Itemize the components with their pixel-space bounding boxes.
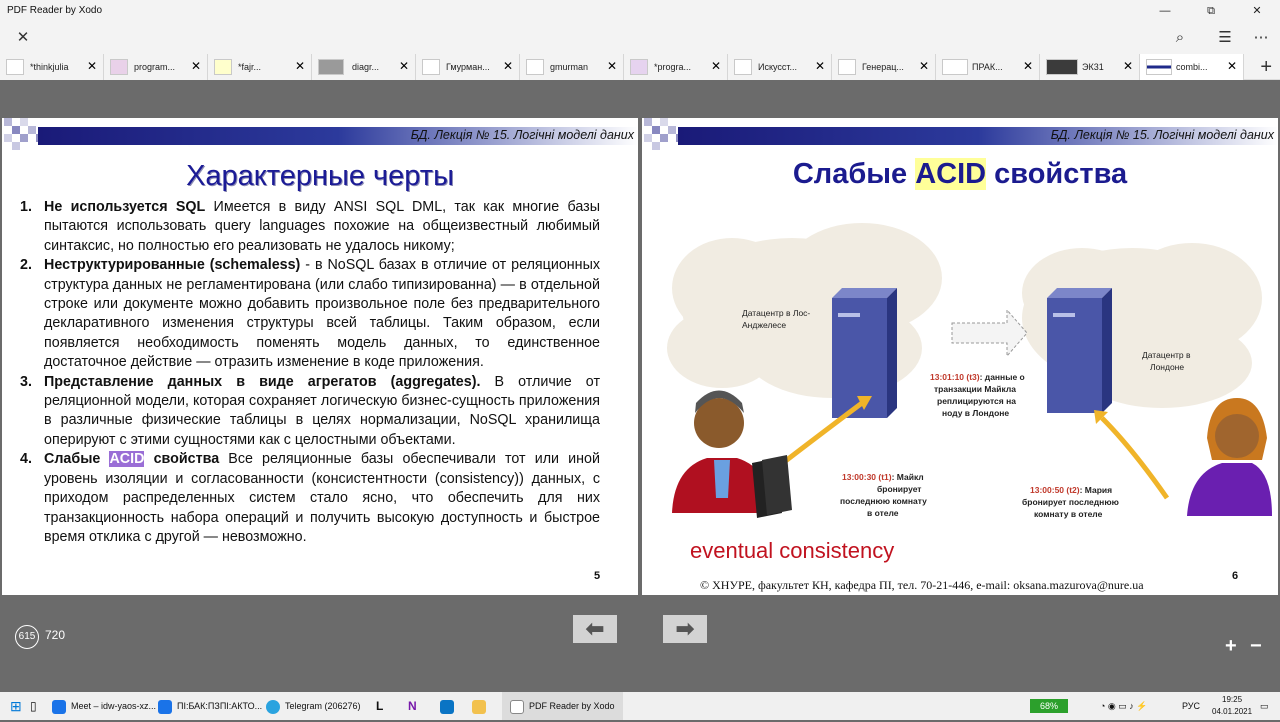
document-tabs — [0, 54, 1280, 80]
task-view-icon[interactable]: ▯ — [30, 699, 37, 713]
previous-page-button[interactable]: ⬅ — [573, 615, 617, 643]
dc-la-label-1: Датацентр в Лос- — [742, 308, 811, 318]
dc-london-label-1: Датацентр в — [1142, 350, 1191, 360]
folder-icon — [472, 700, 486, 714]
tab-thumbnail — [734, 59, 752, 75]
replication-text-3: реплицируются на — [937, 396, 1016, 406]
maria-text-1: 13:00:50 (t2): Мария — [1030, 485, 1113, 495]
replication-text-4: ноду в Лондоне — [942, 408, 1010, 418]
acid-highlight: ACID — [109, 451, 145, 468]
document-viewer[interactable] — [0, 80, 1280, 692]
tab-label: combi... — [1176, 62, 1208, 72]
vscode-icon — [440, 700, 454, 714]
list-item — [20, 373, 600, 451]
tab-generac[interactable] — [832, 54, 936, 80]
tab-prak[interactable] — [936, 54, 1040, 80]
close-document-icon[interactable]: ✕ — [16, 29, 30, 46]
maria-text-2: бронирует последнюю — [1022, 497, 1119, 507]
taskbar-app-pi[interactable]: ПІ:БАК:ПЗПІ:АКТО... — [158, 692, 262, 720]
list-item — [20, 198, 600, 256]
features-list — [20, 198, 600, 547]
eventual-consistency-label: eventual consistency — [690, 538, 895, 563]
tab-label: diagr... — [352, 62, 380, 72]
tab-label: *progra... — [654, 62, 692, 72]
list-item — [20, 450, 600, 547]
tab-gmurman[interactable] — [520, 54, 624, 80]
tab-close-icon[interactable]: ✕ — [502, 59, 513, 73]
server-london-icon — [1047, 288, 1112, 413]
notifications-icon[interactable]: ▭ — [1260, 701, 1269, 711]
minimize-button[interactable]: — — [1159, 5, 1171, 17]
battery-indicator[interactable]: 68% — [1030, 699, 1068, 713]
pdf-page-5 — [2, 118, 638, 595]
replication-text-2: транзакции Майкла — [934, 384, 1016, 394]
start-button[interactable]: ⊞ — [10, 698, 22, 714]
tab-close-icon[interactable]: ✕ — [710, 59, 721, 73]
tab-iskusst[interactable] — [728, 54, 832, 80]
tab-label: *fajr... — [238, 62, 262, 72]
replication-text-1: 13:01:10 (t3): данные о — [930, 372, 1025, 382]
edge-icon — [158, 700, 172, 714]
dc-london-label-2: Лондоне — [1150, 362, 1185, 372]
page-number: 5 — [594, 570, 601, 582]
taskbar-app-vscode[interactable] — [440, 692, 459, 720]
item-number: 3. — [20, 373, 32, 390]
tab-diagr[interactable] — [312, 54, 416, 80]
item-text: - в NoSQL базах в отличие от реляционных структура данных не регламентирована (или слабо типизированна) — в отдельной строке или документе можно добавить произвольное поле без предварительного декларативного изменения структуры всей таблицы. Таким образом, если появляется необходимость поменять модель данных, то единственное достаточное действие — отразить изменение в коде приложения. — [44, 257, 601, 371]
item-heading: Слабые ACID свойства — [44, 451, 220, 468]
tab-close-icon[interactable]: ✕ — [606, 59, 617, 73]
tab-program[interactable] — [104, 54, 208, 80]
tab-close-icon[interactable]: ✕ — [918, 59, 929, 73]
search-icon[interactable]: ⌕ — [1175, 29, 1185, 46]
tab-thumbnail — [1146, 59, 1172, 75]
page-number: 6 — [1232, 570, 1239, 582]
tab-label: Искусст... — [758, 62, 798, 72]
taskbar-app-meet[interactable]: Meet – idw-yaos-xz... — [52, 692, 156, 720]
tab-close-icon[interactable]: ✕ — [190, 59, 201, 73]
current-page[interactable]: 615 — [15, 625, 39, 649]
pdf-page-6 — [642, 118, 1278, 595]
tab-thinkjulia[interactable] — [0, 54, 104, 80]
mike-text-1: 13:00:30 (t1): Майкл — [842, 472, 924, 482]
close-window-button[interactable]: ✕ — [1252, 5, 1262, 17]
tab-label: gmurman — [550, 62, 589, 72]
maria-text-3: комнату в отеле — [1034, 509, 1103, 519]
mike-text-4: в отеле — [867, 508, 899, 518]
slide-header-text: БД. Лекція № 15. Логічні моделі даних — [410, 128, 634, 142]
zoom-out-button[interactable]: − — [1250, 635, 1262, 657]
briefcase-icon — [752, 455, 792, 518]
tab-close-icon[interactable]: ✕ — [1122, 59, 1133, 73]
toolbar — [0, 22, 1280, 54]
maximize-button[interactable]: ⧉ — [1207, 5, 1215, 17]
tray-icons[interactable]: ◔ ◉ ▭ ♪ ⚡ — [1100, 701, 1148, 711]
taskbar-app-telegram[interactable]: Telegram (206276) — [266, 692, 361, 720]
item-number: 1. — [20, 199, 32, 215]
tab-close-icon[interactable]: ✕ — [1022, 59, 1033, 73]
window-title: PDF Reader by Xodo — [7, 5, 103, 16]
tab-thumbnail — [6, 59, 24, 75]
item-text: В отличие от реляционной модели, которая сохраняет логическую бизнес-сущность приложения в различные физические таблицы в целях нормализации, NoSQL хранилища оперируют с этими сущностями как с целостными объектами. — [44, 373, 600, 448]
tab-thumbnail — [526, 59, 544, 75]
slide-header-text: БД. Лекція № 15. Логічні моделі даних — [1050, 128, 1274, 142]
mike-text-2: бронирует — [877, 484, 922, 494]
replication-diagram — [662, 198, 1272, 528]
tab-close-icon[interactable]: ✕ — [86, 59, 97, 73]
edge-icon — [52, 700, 66, 714]
telegram-icon — [266, 700, 280, 714]
tab-label: program... — [134, 62, 176, 72]
tab-fajr[interactable] — [208, 54, 312, 80]
acid-highlight: ACID — [915, 158, 987, 190]
tab-thumbnail — [630, 59, 648, 75]
page-title: Слабые ACID свойства — [792, 158, 1128, 190]
tab-thumbnail — [422, 59, 440, 75]
tab-thumbnail — [942, 59, 968, 75]
tab-close-icon[interactable]: ✕ — [1226, 59, 1237, 73]
tab-progra[interactable] — [624, 54, 728, 80]
input-language[interactable]: РУС — [1182, 701, 1201, 711]
item-heading: Не используется SQL — [44, 199, 206, 215]
tab-thumbnail — [1046, 59, 1078, 75]
replication-arrow-icon — [952, 310, 1027, 356]
item-heading: Неструктурированные (schemaless) — [44, 257, 301, 274]
item-number: 2. — [20, 257, 32, 274]
item-text: Имеется в виду ANSI SQL DML, так как многие базы пытаются использовать query languages похожие на общеизвестный любимый синтаксис, но полностью его реализовать не удалось никому; — [44, 199, 600, 254]
thumbnails-list-icon[interactable]: ☰ — [1218, 29, 1232, 46]
tab-gmurman-ru[interactable] — [416, 54, 520, 80]
tab-label: Генерац... — [862, 62, 904, 72]
dc-la-label-2: Анджелесе — [742, 320, 787, 330]
tab-close-icon[interactable]: ✕ — [814, 59, 825, 73]
item-text: Все реляционные базы обеспечивали тот или иной уровень изоляции и согласованности (консистентности (consistency)) данных, с приходом распределенных систем стало ясно, что обеспечить для них транзакционность набора операций и получить высокую доступность и быстрое время отклика с другой — невозможно. — [44, 451, 600, 545]
tab-thumbnail — [110, 59, 128, 75]
list-item — [20, 256, 600, 372]
mike-text-3: последнюю комнату — [840, 496, 927, 506]
more-options-icon[interactable]: ⋯ — [1253, 29, 1269, 46]
person-maria-icon — [1187, 398, 1272, 516]
windows-taskbar — [0, 692, 1280, 720]
taskbar-app-explorer[interactable] — [472, 692, 491, 720]
tab-ek31[interactable] — [1040, 54, 1140, 80]
new-tab-button[interactable]: + — [1260, 56, 1272, 78]
tab-close-icon[interactable]: ✕ — [294, 59, 305, 73]
item-heading: Представление данных в виде агрегатов (aggregates). — [44, 373, 481, 390]
item-number: 4. — [20, 451, 32, 468]
tab-label: *thinkjulia — [30, 62, 69, 72]
tab-thumbnail — [214, 59, 232, 75]
xodo-icon — [510, 700, 524, 714]
clock[interactable]: 19:25 04.01.2021 — [1212, 695, 1253, 716]
window-titlebar — [0, 0, 1280, 22]
zoom-in-button[interactable]: + — [1225, 635, 1237, 657]
tab-combi[interactable] — [1140, 54, 1244, 80]
page-indicator[interactable] — [15, 625, 65, 649]
tab-label: ЭК31 — [1082, 62, 1104, 72]
taskbar-app-xodo[interactable]: PDF Reader by Xodo — [502, 692, 623, 720]
tab-thumbnail — [318, 59, 344, 75]
next-page-button[interactable]: ➡ — [663, 615, 707, 643]
tab-close-icon[interactable]: ✕ — [398, 59, 409, 73]
page-title: Характерные черты — [186, 160, 454, 192]
tab-label: Гмурман... — [446, 62, 490, 72]
tab-thumbnail — [838, 59, 856, 75]
tab-label: ПРАК... — [972, 62, 1003, 72]
taskbar-app-onenote[interactable]: N — [408, 699, 417, 713]
slide-footer: © ХНУРЕ, факультет КН, кафедра ПІ, тел. 70-21-446, e-mail: oksana.mazurova@nure.ua — [700, 578, 1144, 592]
total-pages: 720 — [45, 628, 66, 642]
taskbar-app-l[interactable]: L — [376, 699, 384, 713]
